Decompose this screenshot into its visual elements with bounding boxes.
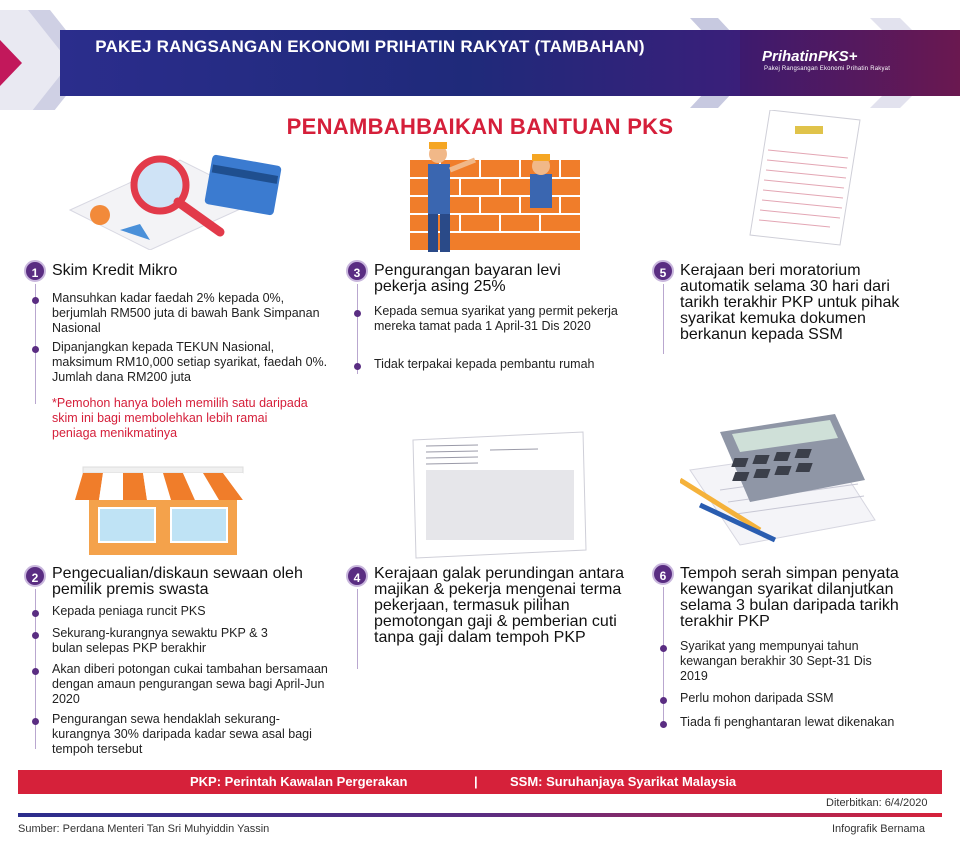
item-2-bullet-4: Pengurangan sewa hendaklah sekurang-kurangnya 30% daripada kadar sewa asal bagi tempoh tersebut (52, 712, 312, 756)
bullet-dot (660, 697, 667, 704)
item-1-number-badge: 1 (24, 260, 46, 282)
item-1-note: *Pemohon hanya boleh memilih satu daripada skim ini bagi membolehkan lebih ramai peniaga menikmatinya (52, 396, 308, 440)
bullet-dot (32, 718, 39, 725)
item-1-bullet-2: Dipanjangkan kepada TEKUN Nasional, maksimum RM10,000 setiap syarikat, faedah 0%. Jumlah dana RM200 juta (52, 340, 328, 384)
item-3-bullet-1: Kepada semua syarikat yang permit pekerja mereka tamat pada 1 April-31 Dis 2020 (374, 304, 618, 333)
item-1-title: Skim Kredit Mikro (52, 262, 178, 279)
agency-credit: Infografik Bernama (832, 823, 925, 835)
item-2-bullet-3: Akan diberi potongan cukai tambahan bersamaan dengan amaun pengurangan sewa bagi April-Jun 2020 (52, 662, 328, 706)
brand-logo: PrihatinPKS+ (762, 48, 858, 65)
item-5-timeline (663, 284, 664, 354)
document-illustration (740, 110, 870, 250)
item-5-title: Kerajaan beri moratorium automatik selama 30 hari dari tarikh terakhir PKP untuk pihak syarikat kemuka dokumen berkanun kepada SSM (680, 262, 900, 343)
source-credit: Sumber: Perdana Menteri Tan Sri Muhyiddin Yassin (18, 823, 270, 835)
header-title: PAKEJ RANGSANGAN EKONOMI PRIHATIN RAKYAT (TAMBAHAN) (95, 37, 645, 56)
magnifier-card-illustration (60, 140, 290, 250)
main-title: PENAMBAHBAIKAN BANTUAN PKS (286, 114, 674, 139)
brand-tagline: Pakej Rangsangan Ekonomi Prihatin Rakyat (764, 66, 891, 72)
bullet-dot (32, 632, 39, 639)
item-2-number-badge: 2 (24, 565, 46, 587)
item-4-number-badge: 4 (346, 565, 368, 587)
form-document-illustration (408, 430, 593, 560)
bullet-dot (32, 668, 39, 675)
item-6-title: Tempoh serah simpan penyata kewangan syarikat dilanjutkan selama 3 bulan daripada tarikh terakhir PKP (680, 565, 899, 630)
bullet-dot (32, 610, 39, 617)
bullet-dot (660, 721, 667, 728)
item-3-timeline (357, 284, 358, 374)
item-3-number-badge: 3 (346, 260, 368, 282)
calculator-illustration (680, 410, 880, 550)
bullet-dot (32, 346, 39, 353)
item-2-title: Pengecualian/diskaun sewaan oleh pemilik premis swasta (52, 565, 303, 598)
item-1-bullet-1: Mansuhkan kadar faedah 2% kepada 0%, berjumlah RM500 juta di bawah Bank Simpanan Nasional (52, 291, 320, 335)
item-6-number-badge: 6 (652, 563, 674, 585)
bullet-dot (354, 310, 361, 317)
item-4-title: Kerajaan galak perundingan antara majikan & pekerja mengenai terma pekerjaan, termasuk pilihan pemotongan gaji & pemberian cuti tanpa gaji dalam tempoh PKP (374, 565, 624, 646)
item-6-bullet-1: Syarikat yang mempunyai tahun kewangan berakhir 30 Sept-31 Dis 2019 (680, 639, 872, 683)
bullet-dot (660, 645, 667, 652)
bullet-dot (354, 363, 361, 370)
item-4-timeline (357, 589, 358, 669)
item-2-bullet-1: Kepada peniaga runcit PKS (52, 604, 206, 618)
header-banner (0, 0, 960, 110)
definitions-bar (18, 770, 942, 794)
item-6-bullet-3: Tiada fi penghantaran lewat dikenakan (680, 715, 895, 729)
item-6-timeline (663, 587, 664, 727)
item-5-number-badge: 5 (652, 260, 674, 282)
bricklayer-illustration (400, 132, 590, 252)
shop-front-illustration (75, 462, 250, 557)
item-2-bullet-2: Sekurang-kurangnya sewaktu PKP & 3 bulan selepas PKP berakhir (52, 626, 268, 655)
bullet-dot (32, 297, 39, 304)
definition-pkp: PKP: Perintah Kawalan Pergerakan (190, 774, 408, 789)
item-3-title: Pengurangan bayaran levi pekerja asing 25% (374, 262, 561, 295)
published-date: Diterbitkan: 6/4/2020 (826, 797, 928, 809)
item-6-bullet-2: Perlu mohon daripada SSM (680, 691, 834, 705)
item-3-bullet-2: Tidak terpakai kepada pembantu rumah (374, 357, 595, 371)
footer-rule (18, 813, 942, 817)
definition-separator: | (474, 774, 478, 789)
definition-ssm: SSM: Suruhanjaya Syarikat Malaysia (510, 774, 737, 789)
